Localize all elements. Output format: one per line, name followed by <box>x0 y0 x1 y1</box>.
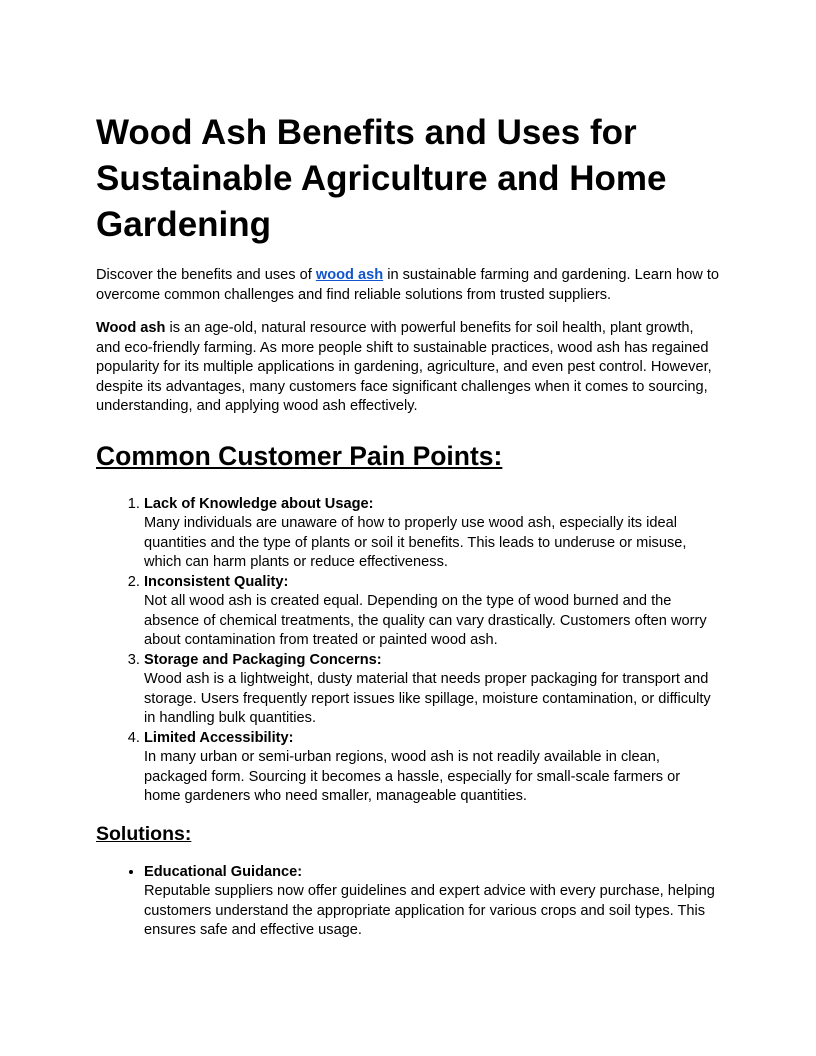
solutions-list <box>96 863 720 941</box>
intro-paragraph <box>96 266 720 305</box>
list-item-body: Reputable suppliers now offer guidelines and expert advice with every purchase, helping customers understand the appropriate application for various crops and soil types. This ensures safe and effective usage. <box>144 883 715 938</box>
list-item-title: • Educational Guidance: <box>144 863 303 880</box>
list-item <box>144 651 720 729</box>
list-item-body: In many urban or semi-urban regions, wood ash is not readily available in clean, packaged form. Sourcing it becomes a hassle, especially for small-scale farmers or home gardeners who need smaller, manageable quantities. <box>144 749 681 804</box>
overview-text: is an age-old, natural resource with powerful benefits for soil health, plant growth, and eco-friendly farming. As more people shift to sustainable practices, wood ash has regained popularity for its multiple applications in gardening, agriculture, and even pest control. However, despite its advantages, many customers face significant challenges when it comes to sourcing, understanding, and applying wood ash effectively. <box>96 320 712 414</box>
overview-bold-lead: Wood ash <box>96 320 166 336</box>
list-item <box>144 863 720 941</box>
list-item-body: Wood ash is a lightweight, dusty material that needs proper packaging for transport and storage. Users frequently report issues like spillage, moisture contamination, or difficulty in handling bulk quantities. <box>144 671 711 726</box>
solutions-heading: Solutions: <box>96 822 192 845</box>
list-item <box>144 573 720 651</box>
list-item <box>144 729 720 807</box>
list-item <box>144 495 720 573</box>
intro-text-before-link: Discover the benefits and uses of <box>96 267 316 283</box>
list-item-title: 3. Storage and Packaging Concerns: <box>144 651 382 668</box>
wood-ash-link[interactable]: wood ash <box>315 267 384 283</box>
list-item-title: 2. Inconsistent Quality: <box>144 573 289 590</box>
pain-points-list <box>96 495 720 807</box>
list-item-title: 1. Lack of Knowledge about Usage: <box>144 495 374 512</box>
overview-paragraph <box>96 319 720 417</box>
intro-text-after-link: in sustainable farming and gardening. Learn how to overcome common challenges and find reliable solutions from trusted suppliers. <box>96 267 720 303</box>
pain-points-heading: Common Customer Pain Points: <box>96 440 503 471</box>
list-item-body: Not all wood ash is created equal. Depending on the type of wood burned and the absence of chemical treatments, the quality can vary drastically. Customers often worry about contamination from treated or painted wood ash. <box>144 593 707 648</box>
list-item-title: 4. Limited Accessibility: <box>144 729 294 746</box>
document-title: Wood Ash Benefits and Uses for Sustainable Agriculture and Home Gardening <box>96 113 667 244</box>
list-item-body: Many individuals are unaware of how to properly use wood ash, especially its ideal quantities and the type of plants or soil it benefits. This leads to underuse or misuse, which can harm plants or reduce effectiveness. <box>144 515 687 570</box>
